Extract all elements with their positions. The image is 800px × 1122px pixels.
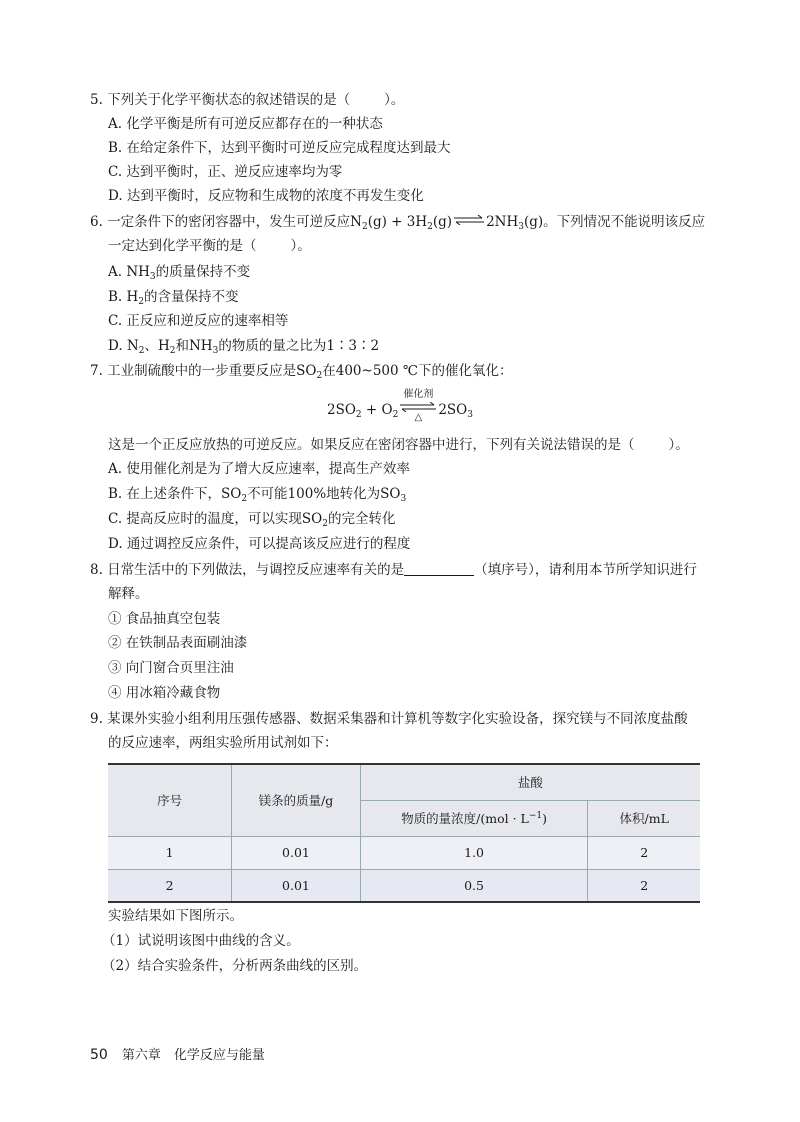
- q5-option-b: B. 在给定条件下，达到平衡时可逆反应完成程度达到最大: [108, 140, 451, 156]
- q6-option-d: D. $N_2$、$H_2$和$NH_3$的物质的量之比为1∶3∶2: [108, 338, 380, 356]
- q7-equation: $2SO_2 + O_2$ 催化剂 △ $2SO_3$: [0, 400, 800, 418]
- chapter-title: 第六章 化学反应与能量: [121, 1048, 265, 1063]
- header-concentration: 物质的量浓度$/(mol \cdot L^{-1})$: [360, 800, 588, 836]
- q5-option-d: D. 达到平衡时，反应物和生成物的浓度不再发生变化: [108, 188, 424, 204]
- q6-option-b: B. $H_2$的含量保持不变: [108, 289, 239, 307]
- header-index: 序号: [108, 764, 232, 836]
- q8-item-3: ③ 向门窗合页里注油: [108, 660, 234, 676]
- cell-mass: 0.01: [232, 869, 360, 902]
- q7-option-c: C. 提高反应时的温度，可以实现$SO_2$的完全转化: [108, 511, 396, 529]
- catalyst-equilibrium-arrow: [400, 389, 436, 423]
- table-row: [108, 836, 700, 869]
- q9-result: 实验结果如下图所示。: [108, 908, 243, 924]
- q6-stem: 6. 一定条件下的密闭容器中，发生可逆反应$N_2(g) + 3H_2(g)$ $2NH_3(g)$。下列情况不能说明该反应: [90, 214, 706, 232]
- equilibrium-arrow-icon: [454, 215, 484, 225]
- q9-stem-cont: 的反应速率，两组实验所用试剂如下：: [108, 735, 338, 751]
- q7-option-d: D. 通过调控反应条件，可以提高该反应进行的程度: [108, 536, 411, 552]
- cell-mass: 0.01: [232, 836, 360, 869]
- q8-stem-cont: 解释。: [108, 586, 149, 602]
- q5-stem: 5. 下列关于化学平衡状态的叙述错误的是（ ）。: [90, 92, 405, 108]
- q6-option-a: A. $NH_3$的质量保持不变: [108, 264, 251, 282]
- page-footer: [90, 1044, 265, 1063]
- cell-index: 1: [108, 836, 232, 869]
- cell-index: 2: [108, 869, 232, 902]
- table-row: [108, 869, 700, 902]
- cell-volume: 2: [640, 845, 649, 860]
- q7-option-b: B. 在上述条件下，$SO_2$不可能100%地转化为$SO_3$: [108, 486, 407, 504]
- header-volume: 体积/mL: [619, 811, 669, 826]
- q7-option-a: A. 使用催化剂是为了增大反应速率，提高生产效率: [108, 461, 410, 477]
- header-mass: 镁条的质量/g: [232, 764, 360, 836]
- page-number: 50: [90, 1047, 108, 1063]
- q8-item-4: ④ 用冰箱冷藏食物: [108, 685, 221, 701]
- q5-option-c: C. 达到平衡时，正、逆反应速率均为零: [108, 164, 343, 180]
- answer-blank[interactable]: [404, 561, 474, 576]
- q8-stem: 8. 日常生活中的下列做法，与调控反应速率有关的是 （填序号），请利用本节所学知识进行: [90, 562, 697, 578]
- q9-sub2: （2）结合实验条件，分析两条曲线的区别。: [102, 958, 368, 974]
- q8-item-2: ② 在铁制品表面刷油漆: [108, 635, 248, 651]
- q7-note: 这是一个正反应放热的可逆反应。如果反应在密闭容器中进行，下列有关说法错误的是（ ）。: [108, 437, 689, 453]
- q9-sub1: （1）试说明该图中曲线的含义。: [102, 933, 300, 949]
- cell-concentration: 0.5: [360, 869, 588, 902]
- q5-option-a: A. 化学平衡是所有可逆反应都存在的一种状态: [108, 116, 383, 132]
- catalyst-label: 催化剂: [403, 389, 434, 400]
- q8-item-1: ① 食品抽真空包装: [108, 611, 221, 627]
- q9-stem: 9. 某课外实验小组利用压强传感器、数据采集器和计算机等数字化实验设备，探究镁与不同浓度盐酸: [90, 711, 688, 727]
- cell-concentration: 1.0: [360, 836, 588, 869]
- header-acid: 盐酸: [360, 764, 700, 800]
- q6-stem-cont: 一定达到化学平衡的是（ ）。: [108, 238, 311, 254]
- q7-stem: 7. 工业制硫酸中的一步重要反应是$SO_2$在400~500 ℃下的催化氧化：: [90, 363, 513, 381]
- q6-option-c: C. 正反应和逆反应的速率相等: [108, 313, 289, 329]
- cell-volume: 2: [640, 877, 649, 893]
- reagent-table: [108, 763, 700, 903]
- equilibrium-arrow-icon: [400, 402, 436, 412]
- heat-symbol: △: [414, 412, 423, 423]
